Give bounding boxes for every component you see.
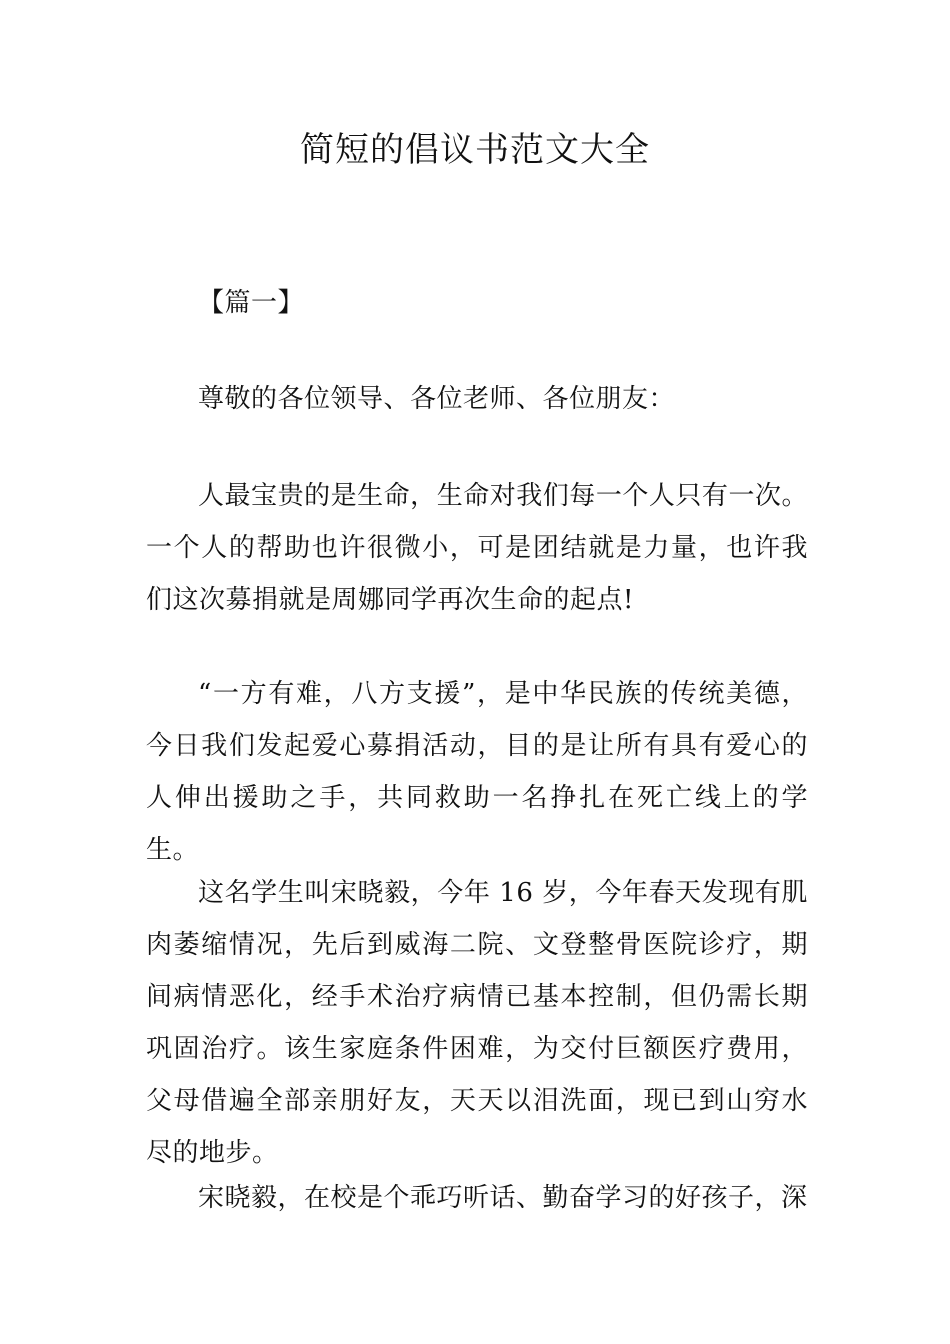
section-label: 【篇一】 [198, 288, 305, 318]
greeting-line: 尊敬的各位领导、各位老师、各位朋友： [198, 384, 676, 414]
document-title: 简短的倡议书范文大全 [300, 130, 650, 170]
paragraph-3: 这名学生叫宋晓毅，今年 16 岁，今年春天发现有肌肉萎缩情况，先后到威海二院、文登整骨医院诊疗，期间病情恶化，经手术治疗病情已基本控制，但仍需长期巩固治疗。该生家庭条件困难，为交付巨额医疗费用，父母借遍全部亲朋好友，天天以泪洗面，现已到山穷水尽的地步。 [146, 878, 808, 1168]
paragraph-4: 宋晓毅，在校是个乖巧听话、勤奋学习的好孩子，深 [198, 1183, 808, 1213]
paragraph-2: “一方有难，八方支援”，是中华民族的传统美德，今日我们发起爱心募捐活动，目的是让所有具有爱心的人伸出援助之手，共同救助一名挣扎在死亡线上的学生。 [146, 679, 808, 865]
paragraph-1: 人最宝贵的是生命，生命对我们每一个人只有一次。一个人的帮助也许很微小，可是团结就是力量，也许我们这次募捐就是周娜同学再次生命的起点! [146, 481, 808, 615]
